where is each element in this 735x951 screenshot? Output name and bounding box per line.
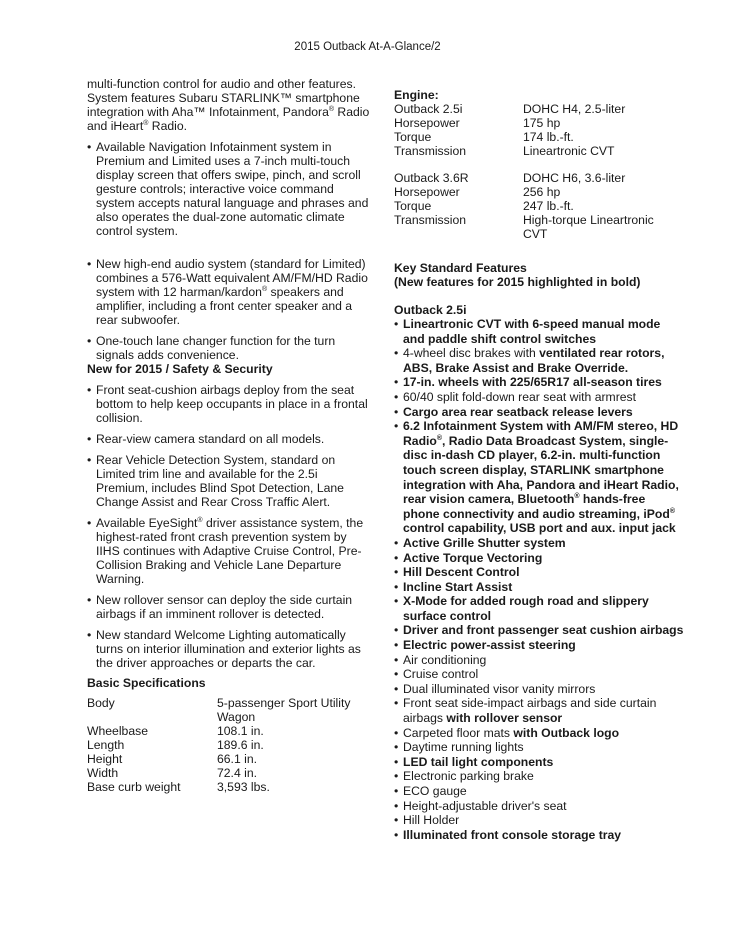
engine-value: Lineartronic CVT [523, 144, 615, 158]
spec-value: 189.6 in. [217, 738, 264, 752]
bullet-welcome-lighting: • New standard Welcome Lighting automatically turns on interior illumination and exterior lights as the driver approaches or departs the car. [87, 628, 372, 670]
feature-text: 60/40 split fold-down rear seat with armrest [403, 389, 637, 404]
engine-value: 175 hp [523, 116, 561, 130]
spec-value: 72.4 in. [217, 766, 257, 780]
registered-mark: ® [669, 507, 675, 515]
bullet-rear-detection: • Rear Vehicle Detection System, standard on Limited trim line and available for the 2.5i Premium, includes Blind Spot Detection, Lane Change Assist and Rear Cross Traffic Alert. [87, 453, 372, 509]
spec-value: 108.1 in. [217, 724, 264, 738]
feature-item [394, 667, 684, 682]
engine-row [394, 171, 663, 185]
feature-text: with rollover sensor [446, 711, 563, 726]
bullet-rear-camera: • Rear-view camera standard on all models. [87, 432, 372, 446]
feature-text: Driver and front passenger seat cushion airbags [403, 623, 684, 638]
bullet-navigation: • Available Navigation Infotainment system in Premium and Limited uses a 7-inch multi-touch display screen that offers swipe, pinch, and scroll gesture controls; interactive voice command system accepts natural language and phrases and also operates the dual-zone automatic climate control system. [87, 140, 372, 238]
engine-value: DOHC H6, 3.6-liter [523, 171, 626, 185]
engine-value: 256 hp [523, 185, 561, 199]
spec-label: Wheelbase [87, 724, 148, 738]
engine-row [394, 185, 663, 199]
registered-mark: ® [261, 285, 268, 293]
trim-heading: Outback 2.5i [394, 303, 467, 317]
right-column [394, 88, 684, 842]
feature-text: Cruise control [403, 667, 479, 682]
features-heading: Key Standard Features [394, 261, 527, 275]
feature-text: Active Grille Shutter system [403, 535, 566, 550]
feature-item [394, 653, 684, 668]
spec-label: Base curb weight [87, 780, 181, 794]
feature-item [394, 726, 684, 741]
registered-mark: ® [574, 493, 580, 501]
feature-text: ECO gauge [403, 784, 467, 798]
feature-item [394, 346, 684, 375]
feature-text: with Outback logo [513, 725, 620, 740]
feature-text: Carpeted floor mats [403, 725, 514, 740]
engine-value: 174 lb.-ft. [523, 130, 574, 144]
safety-heading: New for 2015 / Safety & Security [87, 362, 273, 376]
spec-row [87, 696, 357, 724]
feature-item [394, 769, 684, 784]
engine-row [394, 130, 625, 144]
feature-item [394, 580, 684, 595]
engine-label: Horsepower [394, 185, 460, 199]
bullet-text: New high-end audio system (standard for Limited) combines a 576-Watt equivalent AM/FM/HD Radio system with 12 harman/kardon [96, 257, 368, 299]
page-header: 2015 Outback At-A-Glance/2 [294, 41, 441, 53]
feature-text: , Radio Data Broadcast System, single-disc in-dash CD player, 6.2-in. multi-function touch screen display, STARLINK smartphone integration with Aha, Pandora and iHeart Radio, rear vision camera, Bluetooth [403, 433, 679, 507]
engine-row [394, 144, 625, 158]
bullet-text: driver assistance system, the highest-rated front crash prevention system by IIHS continues with Adaptive Cruise Control, Pre-Collision Braking and Vehicle Lane Departure Warning. [96, 516, 364, 586]
feature-item [394, 317, 684, 346]
feature-text: Lineartronic CVT with 6-speed manual mode and paddle shift control switches [403, 317, 661, 346]
feature-item [394, 594, 684, 623]
feature-text: Dual illuminated visor vanity mirrors [403, 681, 596, 696]
feature-text: hands-free phone connectivity and audio streaming, iPod [403, 492, 670, 521]
feature-text: Illuminated front console storage tray [403, 827, 622, 842]
engine-label: Torque [394, 199, 432, 213]
feature-text: 6.2 Infotainment System with AM/FM stereo, HD Radio [403, 419, 679, 448]
bullet-audio [87, 257, 372, 327]
feature-item [394, 536, 684, 551]
feature-text: control capability, USB port and aux. input jack [403, 521, 676, 536]
spec-value: 5-passenger Sport Utility Wagon [217, 696, 351, 724]
feature-text: Air conditioning [403, 652, 487, 667]
spec-row [87, 780, 357, 794]
engine-row [394, 199, 663, 213]
feature-item [394, 638, 684, 653]
feature-item [394, 828, 684, 843]
registered-mark: ® [197, 516, 203, 524]
spec-label: Body [87, 696, 115, 710]
feature-item [394, 696, 684, 725]
feature-text: Electronic parking brake [403, 769, 534, 784]
registered-mark: ® [143, 119, 149, 127]
engine-value: High-torque Lineartronic CVT [523, 213, 654, 241]
engine-value: 247 lb.-ft. [523, 199, 574, 213]
feature-item [394, 784, 684, 799]
spec-value: 66.1 in. [217, 752, 257, 766]
spec-row [87, 752, 357, 766]
feature-item [394, 405, 684, 420]
spec-row [87, 724, 357, 738]
engine-label: Outback 2.5i [394, 102, 463, 116]
intro-paragraph [87, 77, 372, 133]
engine-heading: Engine: [394, 88, 439, 102]
intro-text: multi-function control for audio and other features. System features Subaru STARLINK™ smartphone integration with Aha™ Infotainment, Pandora [87, 77, 360, 119]
bullet-lane-changer: • One-touch lane changer function for the turn signals adds convenience. [87, 334, 372, 362]
registered-mark: ® [328, 105, 335, 113]
feature-text: Active Torque Vectoring [403, 550, 543, 565]
feature-item [394, 375, 684, 390]
bullet-text: Available EyeSight [96, 516, 198, 530]
feature-text: LED tail light components [403, 754, 554, 769]
feature-item [394, 623, 684, 638]
specs-table [87, 696, 357, 794]
feature-text: Incline Start Assist [403, 579, 513, 594]
feature-text: ventilated rear rotors, ABS, Brake Assist and Brake Override. [403, 346, 665, 375]
engine-value: DOHC H4, 2.5-liter [523, 102, 626, 116]
intro-text: Radio and iHeart [87, 105, 370, 133]
feature-text: Cargo area rear seatback release levers [403, 404, 633, 419]
bullet-seat-airbags: • Front seat-cushion airbags deploy from the seat bottom to help keep occupants in place in a frontal collision. [87, 383, 372, 425]
features-list [394, 317, 684, 842]
feature-text: Hill Descent Control [403, 565, 520, 580]
engine-label: Transmission [394, 144, 467, 158]
feature-text: Front seat side-impact airbags and side curtain airbags [403, 696, 657, 726]
feature-item [394, 813, 684, 828]
feature-text: Height-adjustable driver's seat [403, 798, 567, 813]
feature-text: Hill Holder [403, 813, 460, 828]
feature-text: 4-wheel disc brakes with [403, 346, 540, 361]
feature-item [394, 565, 684, 580]
feature-item [394, 551, 684, 566]
engine-label: Transmission [394, 213, 467, 227]
spec-label: Height [87, 752, 123, 766]
engine-label: Horsepower [394, 116, 460, 130]
feature-text: 17-in. wheels with 225/65R17 all-season tires [403, 375, 662, 390]
features-subheading: (New features for 2015 highlighted in bold) [394, 275, 641, 289]
feature-item [394, 390, 684, 405]
feature-item [394, 755, 684, 770]
left-column [87, 77, 372, 794]
bullet-text: speakers and amplifier, including a front center speaker and a rear subwoofer. [96, 285, 353, 327]
spec-label: Width [87, 766, 119, 780]
spec-row [87, 738, 357, 752]
specs-heading: Basic Specifications [87, 676, 206, 690]
engine-table-3-6r [394, 171, 663, 241]
feature-text: Daytime running lights [403, 740, 524, 755]
registered-mark: ® [436, 434, 443, 442]
spec-row [87, 766, 357, 780]
engine-row [394, 116, 625, 130]
feature-item [394, 682, 684, 697]
bullet-eyesight [87, 516, 372, 586]
feature-text: Electric power-assist steering [403, 638, 576, 653]
intro-text: Radio. [148, 119, 188, 133]
feature-item [394, 419, 684, 536]
feature-item [394, 740, 684, 755]
engine-label: Torque [394, 130, 432, 144]
engine-table-2-5i [394, 102, 625, 158]
engine-label: Outback 3.6R [394, 171, 469, 185]
spec-label: Length [87, 738, 125, 752]
feature-text: X-Mode for added rough road and slippery surface control [403, 594, 649, 623]
spec-value: 3,593 lbs. [217, 780, 270, 794]
bullet-rollover: • New rollover sensor can deploy the side curtain airbags if an imminent rollover is detected. [87, 593, 372, 621]
engine-row [394, 102, 625, 116]
feature-item [394, 799, 684, 814]
engine-row [394, 213, 663, 241]
